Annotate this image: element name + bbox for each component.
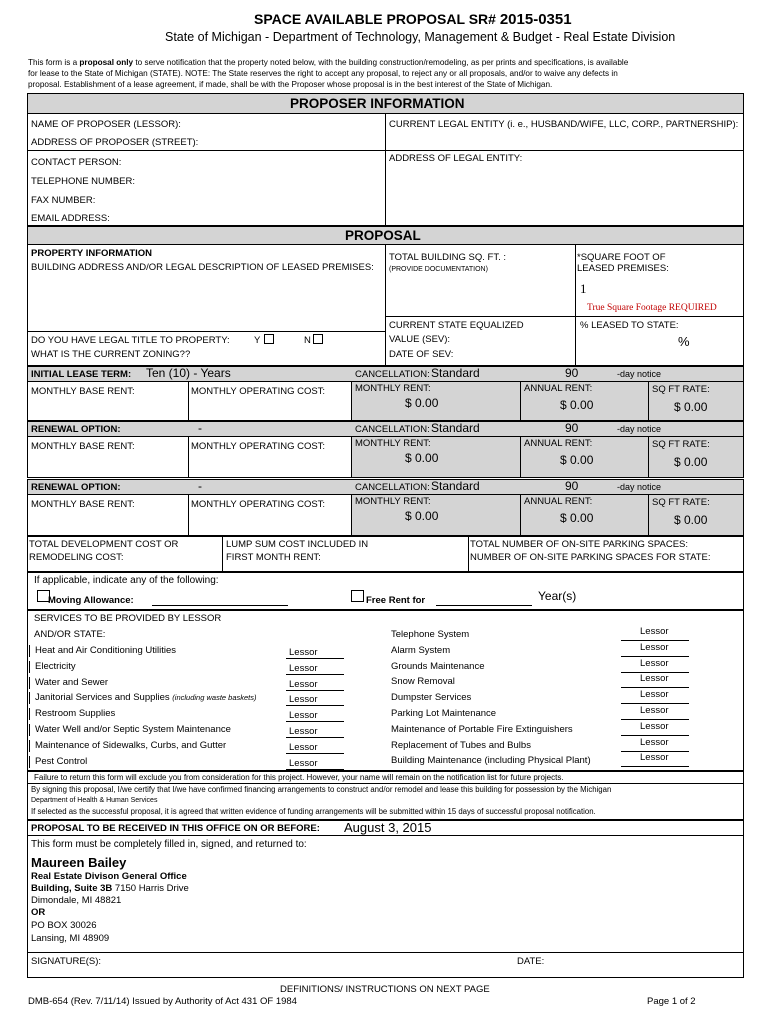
services-heading-2: AND/OR STATE: xyxy=(34,629,106,640)
cancellation-label: CANCELLATION: xyxy=(355,369,430,380)
lease-term-value[interactable]: Ten (10) - Years xyxy=(146,366,231,380)
pct-leased-label: % LEASED TO STATE: xyxy=(580,320,679,331)
proposer-address-field[interactable]: ADDRESS OF PROPOSER (STREET): xyxy=(31,137,199,148)
service-provider-line xyxy=(286,721,344,722)
monthly-base-rent-field[interactable]: MONTHLY BASE RENT: xyxy=(31,386,135,397)
day-notice-label: -day notice xyxy=(617,424,662,434)
lease-block-col-divider xyxy=(648,494,649,536)
parking-total-field[interactable]: TOTAL NUMBER OF ON-SITE PARKING SPACES: xyxy=(470,539,689,550)
definitions-note: DEFINITIONS/ INSTRUCTIONS ON NEXT PAGE xyxy=(280,984,490,995)
service-row-marker xyxy=(29,708,30,720)
contact-person-field[interactable]: CONTACT PERSON: xyxy=(31,157,122,168)
service-name: Heat and Air Conditioning Utilities xyxy=(35,645,176,656)
service-name: Water and Sewer xyxy=(35,676,109,688)
monthly-rent-label: MONTHLY RENT: xyxy=(355,438,431,449)
sqft-rate-value[interactable]: $ 0.00 xyxy=(674,400,708,414)
signing-certification-2: Department of Health & Human Services xyxy=(31,797,158,804)
return-instructions: This form must be completely filled in, signed, and returned to: xyxy=(31,839,307,850)
service-provider-value[interactable]: Lessor xyxy=(640,641,669,653)
true-sqft-required-note: True Square Footage REQUIRED xyxy=(587,303,717,313)
form-subtitle: State of Michigan - Department of Technology, Management & Budget - Real Estate Division xyxy=(165,30,676,44)
sqft-rate-value[interactable]: $ 0.00 xyxy=(674,513,708,527)
monthly-rent-label: MONTHLY RENT: xyxy=(355,383,431,394)
lease-term-label: RENEWAL OPTION: xyxy=(31,482,121,493)
form-title: SPACE AVAILABLE PROPOSAL SR# 2015-0351 xyxy=(254,11,572,28)
sev-value-field[interactable]: VALUE (SEV): xyxy=(389,334,451,345)
lease-term-label: RENEWAL OPTION: xyxy=(31,424,121,435)
property-info-label: PROPERTY INFORMATION xyxy=(31,248,153,259)
intro-line-3: proposal. Establishment of a lease agreement, if made, shall be with the Proposer whose proposal is in the best interest of the State of Michigan. xyxy=(28,80,553,89)
service-name: Dumpster Services xyxy=(391,692,472,704)
annual-rent-value[interactable]: $ 0.00 xyxy=(560,511,594,525)
lease-block-divider xyxy=(27,494,744,495)
annual-rent-label: ANNUAL RENT: xyxy=(524,438,593,449)
cancellation-value[interactable]: Standard xyxy=(431,479,480,493)
day-notice-label: -day notice xyxy=(617,369,662,379)
service-name: Parking Lot Maintenance xyxy=(391,708,497,719)
current-legal-entity-field[interactable]: CURRENT LEGAL ENTITY (i. e., HUSBAND/WIFE, LLC, CORP., PARTNERSHIP): xyxy=(389,119,739,130)
service-name: Building Maintenance (including Physical Plant) xyxy=(391,755,591,767)
service-provider-line xyxy=(621,766,689,767)
monthly-rent-value[interactable]: $ 0.00 xyxy=(405,509,439,523)
sev-date-field[interactable]: DATE OF SEV: xyxy=(389,349,454,360)
service-name: Snow Removal xyxy=(391,676,455,688)
service-provider-value[interactable]: Lessor xyxy=(289,694,318,706)
free-rent-years-label: Year(s) xyxy=(538,589,577,603)
intro-line-2: for lease to the State of Michigan (STATE). NOTE: The State reserves the right to accept any proposal, to reject any or all proposals, and/or to waive any defects in xyxy=(28,69,618,78)
fax-field[interactable]: FAX NUMBER: xyxy=(31,195,96,206)
monthly-base-rent-field[interactable]: MONTHLY BASE RENT: xyxy=(31,441,135,452)
service-provider-value[interactable]: Lessor xyxy=(640,689,669,701)
service-provider-line xyxy=(286,690,344,691)
lease-block-col-divider xyxy=(351,436,352,478)
cancellation-value[interactable]: Standard xyxy=(431,366,480,380)
monthly-rent-label: MONTHLY RENT: xyxy=(355,496,431,507)
sqft-rate-label: SQ FT RATE: xyxy=(652,497,710,508)
service-provider-value[interactable]: Lessor xyxy=(640,752,669,764)
cancellation-label: CANCELLATION: xyxy=(355,482,430,493)
sev-label: CURRENT STATE EQUALIZED xyxy=(389,320,524,331)
service-provider-value[interactable]: Lessor xyxy=(289,678,318,690)
moving-allowance-line[interactable] xyxy=(152,605,288,606)
zoning-field[interactable]: WHAT IS THE CURRENT ZONING?? xyxy=(31,349,191,360)
day-notice-label: -day notice xyxy=(617,482,662,492)
sqft-leased-label: *SQUARE FOOT OF xyxy=(577,252,666,263)
service-provider-value[interactable]: Lessor xyxy=(289,741,318,753)
service-provider-line xyxy=(621,656,689,657)
allowances-intro: If applicable, indicate any of the following: xyxy=(34,575,219,586)
lease-term-value[interactable]: - xyxy=(198,479,202,493)
signing-certification-1: By signing this proposal, I/we certify that I/we have confirmed financing arrangements to construct and/or remodel and lease this building for possession by the Michigan xyxy=(31,785,612,794)
notice-days-value[interactable]: 90 xyxy=(565,479,579,493)
development-cost-label: TOTAL DEVELOPMENT COST OR xyxy=(29,539,179,550)
service-name: Telephone System xyxy=(391,629,470,640)
monthly-operating-cost-field[interactable]: MONTHLY OPERATING COST: xyxy=(191,441,326,452)
service-row-marker xyxy=(29,661,30,673)
service-provider-line xyxy=(286,705,344,706)
annual-rent-label: ANNUAL RENT: xyxy=(524,383,593,394)
proposer-name-field[interactable]: NAME OF PROPOSER (LESSOR): xyxy=(31,119,181,130)
service-provider-value[interactable]: Lessor xyxy=(640,705,669,716)
building-address-field[interactable]: BUILDING ADDRESS AND/OR LEGAL DESCRIPTION OF LEASED PREMISES: xyxy=(31,262,374,273)
legal-entity-address-field[interactable]: ADDRESS OF LEGAL ENTITY: xyxy=(389,153,523,164)
deadline-date: August 3, 2015 xyxy=(344,820,432,835)
annual-rent-value[interactable]: $ 0.00 xyxy=(560,453,594,467)
annual-rent-label: ANNUAL RENT: xyxy=(524,496,593,507)
service-provider-value[interactable]: Lessor xyxy=(289,647,318,658)
or-separator: OR xyxy=(31,907,46,918)
lease-block-col-divider xyxy=(188,494,189,536)
lease-block-col-divider xyxy=(351,381,352,421)
sqft-rate-value[interactable]: $ 0.00 xyxy=(674,455,708,469)
deadline-label: PROPOSAL TO BE RECEIVED IN THIS OFFICE ON OR BEFORE: xyxy=(31,823,320,834)
service-name: Maintenance of Portable Fire Extinguishers xyxy=(391,723,573,735)
lease-block-col-divider xyxy=(520,494,521,536)
service-provider-value[interactable]: Lessor xyxy=(640,657,669,669)
service-provider-value[interactable]: Lessor xyxy=(640,720,669,732)
service-name: Pest Control xyxy=(35,755,88,767)
service-name: Maintenance of Sidewalks, Curbs, and Gutter xyxy=(35,739,227,751)
annual-rent-value[interactable]: $ 0.00 xyxy=(560,398,594,412)
service-provider-line xyxy=(621,719,689,720)
form-id: DMB-654 (Rev. 7/11/14) Issued by Authority of Act 431 OF 1984 xyxy=(28,996,297,1007)
telephone-field[interactable]: TELEPHONE NUMBER: xyxy=(31,176,135,187)
service-row-marker xyxy=(29,692,30,704)
proposal-heading: PROPOSAL xyxy=(345,228,421,243)
lease-block-col-divider xyxy=(648,381,649,421)
proposer-heading: PROPOSER INFORMATION xyxy=(290,96,465,111)
failure-notice: Failure to return this form will exclude you from consideration for this project. However, your name will remain on the notification list for future projects. xyxy=(34,773,564,782)
service-name: Grounds Maintenance xyxy=(391,660,485,672)
service-provider-value[interactable]: Lessor xyxy=(289,726,318,737)
service-row-marker xyxy=(29,677,30,689)
monthly-rent-value[interactable]: $ 0.00 xyxy=(405,451,439,465)
service-name: Restroom Supplies xyxy=(35,708,116,720)
legal-title-yes-checkbox[interactable] xyxy=(264,334,274,344)
legal-title-question: DO YOU HAVE LEGAL TITLE TO PROPERTY: xyxy=(31,335,230,346)
signature-field[interactable]: SIGNATURE(S): xyxy=(31,956,102,967)
service-provider-value[interactable]: Lessor xyxy=(640,626,669,637)
free-rent-checkbox[interactable] xyxy=(351,590,364,602)
lease-term-value[interactable]: - xyxy=(198,421,202,435)
sqft-rate-label: SQ FT RATE: xyxy=(652,384,710,395)
monthly-operating-cost-field[interactable]: MONTHLY OPERATING COST: xyxy=(191,499,326,510)
moving-allowance-label: Moving Allowance: xyxy=(48,595,134,606)
notice-days-value[interactable]: 90 xyxy=(565,366,579,380)
legal-title-no-checkbox[interactable] xyxy=(313,334,323,344)
lease-block-col-divider xyxy=(648,436,649,478)
service-provider-line xyxy=(621,640,689,641)
service-provider-line xyxy=(286,753,344,754)
service-name: Replacement of Tubes and Bulbs xyxy=(391,739,531,751)
service-provider-value[interactable]: Lessor xyxy=(289,710,318,722)
sr-number: 2015-0351 xyxy=(499,11,572,28)
service-provider-value[interactable]: Lessor xyxy=(289,757,318,769)
service-provider-line xyxy=(286,658,344,659)
email-field[interactable]: EMAIL ADDRESS: xyxy=(31,213,110,224)
parking-state-field[interactable]: NUMBER OF ON-SITE PARKING SPACES FOR STATE: xyxy=(470,552,711,563)
cancellation-value[interactable]: Standard xyxy=(431,421,480,435)
date-field[interactable]: DATE: xyxy=(517,956,545,967)
service-provider-value[interactable]: Lessor xyxy=(640,736,669,748)
lease-term-label: INITIAL LEASE TERM: xyxy=(31,369,132,380)
page-number: Page 1 of 2 xyxy=(647,996,696,1007)
service-name: Water Well and/or Septic System Maintenance xyxy=(35,724,231,735)
service-name: Electricity xyxy=(35,660,76,672)
cancellation-label: CANCELLATION: xyxy=(355,424,430,435)
monthly-operating-cost-field[interactable]: MONTHLY OPERATING COST: xyxy=(191,386,326,397)
lease-block-col-divider xyxy=(351,494,352,536)
sqft-leased-label-2: LEASED PREMISES: xyxy=(577,263,669,274)
lease-block-col-divider xyxy=(188,381,189,421)
free-rent-label: Free Rent for xyxy=(366,595,426,606)
service-name: Alarm System xyxy=(391,644,451,656)
total-sqft-field[interactable]: TOTAL BUILDING SQ. FT. : xyxy=(389,252,507,263)
pct-leased-value[interactable]: % xyxy=(678,334,690,349)
po-box: PO BOX 30026 xyxy=(31,920,97,931)
service-row-marker xyxy=(29,724,30,736)
monthly-rent-value[interactable]: $ 0.00 xyxy=(405,396,439,410)
service-provider-line xyxy=(286,737,344,738)
lease-block-col-divider xyxy=(188,436,189,478)
legal-title-no-label: N xyxy=(304,335,311,346)
service-row-marker xyxy=(29,645,30,657)
provide-documentation-note: (PROVIDE DOCUMENTATION) xyxy=(389,266,488,273)
service-provider-line xyxy=(286,769,344,770)
services-heading-1: SERVICES TO BE PROVIDED BY LESSOR xyxy=(34,613,222,624)
monthly-base-rent-field[interactable]: MONTHLY BASE RENT: xyxy=(31,499,135,510)
service-provider-line xyxy=(621,735,689,736)
lease-block-divider xyxy=(27,381,744,382)
lump-sum-label: LUMP SUM COST INCLUDED IN xyxy=(226,539,369,550)
service-provider-value[interactable]: Lessor xyxy=(289,662,318,674)
intro-line-1: This form is a proposal only to serve notification that the property noted below, with the building construction/remodeling, as per prints and specifications, is available xyxy=(28,58,629,67)
service-row-marker xyxy=(29,756,30,768)
service-provider-line xyxy=(286,674,344,675)
sqft-leased-value[interactable]: 1 xyxy=(580,281,587,296)
lease-block-divider xyxy=(27,436,744,437)
service-name: Janitorial Services and Supplies (including waste baskets) xyxy=(35,692,257,704)
contact-name: Maureen Bailey xyxy=(31,855,127,870)
office-city: Dimondale, MI 48821 xyxy=(31,895,122,906)
development-cost-field[interactable]: REMODELING COST: xyxy=(29,552,124,563)
po-city: Lansing, MI 48909 xyxy=(31,933,110,944)
lease-block-col-divider xyxy=(520,436,521,478)
service-provider-value[interactable]: Lessor xyxy=(640,673,669,685)
successful-proposal-note: If selected as the successful proposal, it is agreed that written evidence of funding arrangements will be submitted within 15 days of successful proposal notification. xyxy=(31,807,596,816)
notice-days-value[interactable]: 90 xyxy=(565,421,579,435)
free-rent-line[interactable] xyxy=(436,605,532,606)
legal-title-yes-label: Y xyxy=(254,335,261,346)
lease-block-col-divider xyxy=(520,381,521,421)
service-row-marker xyxy=(29,740,30,752)
sqft-rate-label: SQ FT RATE: xyxy=(652,439,710,450)
office-name: Real Estate Divison General Office xyxy=(31,871,187,882)
lump-sum-field[interactable]: FIRST MONTH RENT: xyxy=(226,552,321,563)
office-building: Building, Suite 3B 7150 Harris Drive xyxy=(31,883,189,894)
